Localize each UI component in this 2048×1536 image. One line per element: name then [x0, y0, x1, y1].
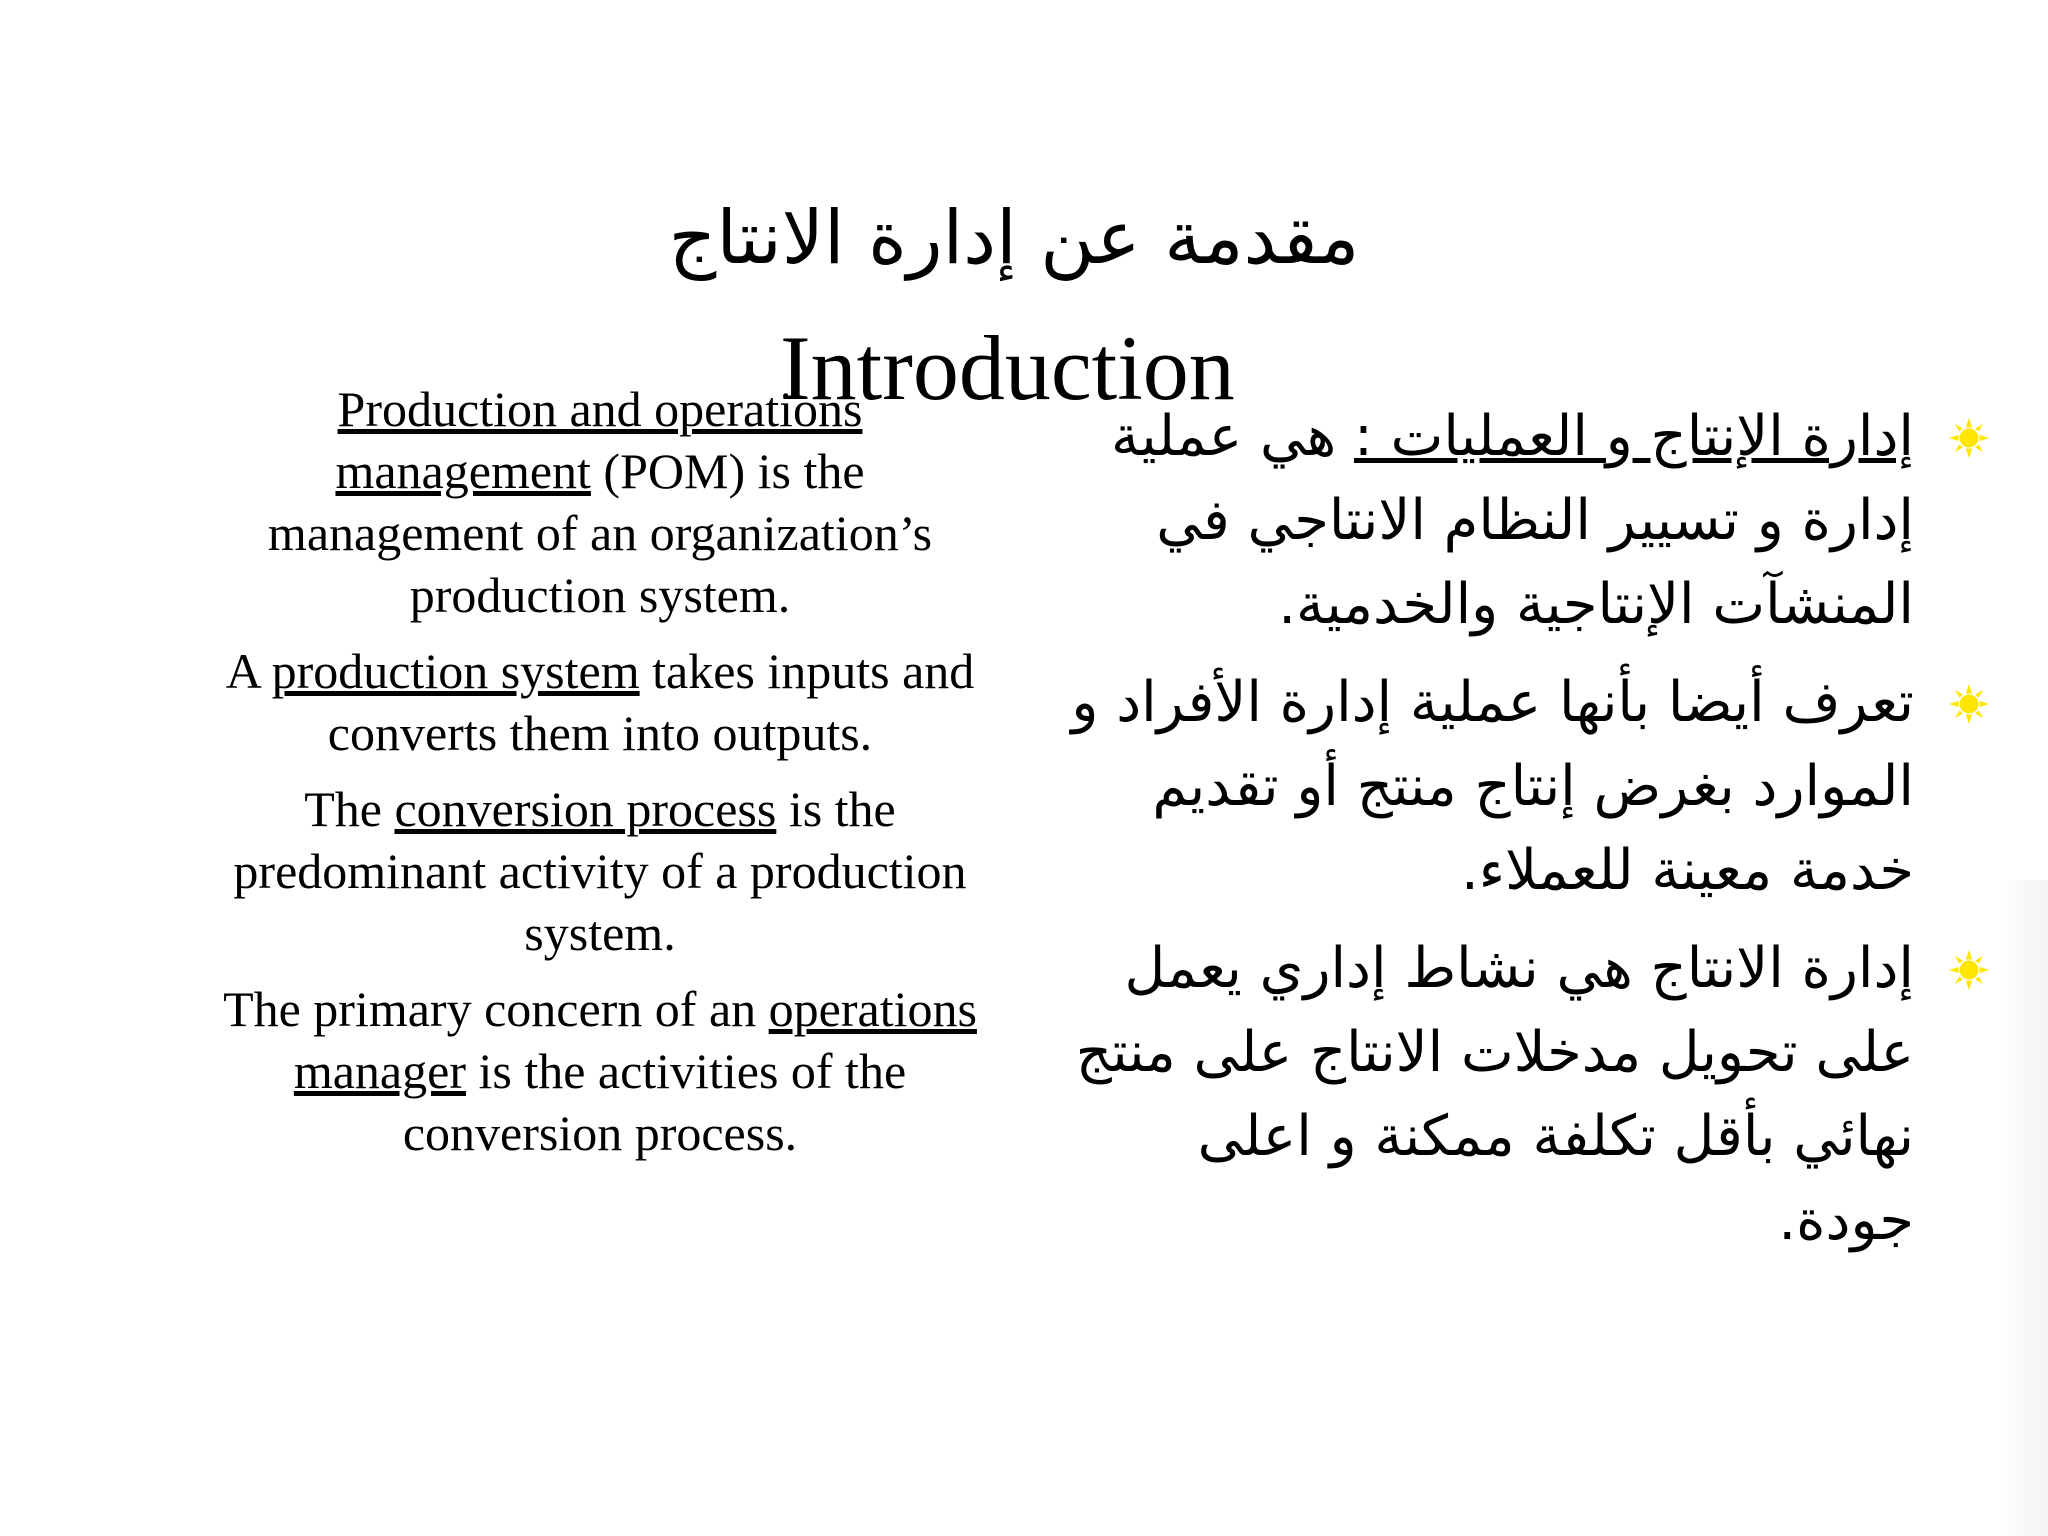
slide-title-arabic: مقدمة عن إدارة الانتاج: [668, 195, 1360, 281]
sun-bullet-icon: [1948, 949, 1990, 991]
conversion-process-text: is the predominant activity of a production system.: [233, 781, 967, 961]
bullet-text: [1060, 661, 1914, 913]
conversion-process-paragraph: [205, 778, 995, 964]
bullet-text-body: تعرف أيضا بأنها عملية إدارة الأفراد و الموارد بغرض إنتاج منتج أو تقديم خدمة معينة للعملاء.: [1071, 670, 1914, 903]
sun-bullet-icon: [1948, 683, 1990, 725]
production-system-text: takes inputs and converts them into outputs.: [327, 643, 975, 761]
bullet-text-body: إدارة الانتاج هي نشاط إداري يعمل على تحويل مدخلات الانتاج على منتج نهائي بأقل تكلفة ممكنة و اعلى جودة.: [1075, 936, 1914, 1253]
bullet-text: [1060, 395, 1914, 647]
operations-manager-paragraph: [205, 978, 995, 1164]
production-system-term: production system: [271, 643, 640, 699]
operations-manager-lead: The primary concern of an: [223, 981, 769, 1037]
bullet-item: [1060, 395, 1990, 647]
sun-bullet-icon: [1948, 417, 1990, 459]
bullet-item: [1060, 661, 1990, 913]
arabic-bullet-list: [1060, 395, 1990, 1277]
edge-shade: [2000, 880, 2048, 1536]
conversion-process-lead: The: [304, 781, 395, 837]
english-text-column: [205, 378, 995, 1178]
bullet-text-body: هي عملية إدارة و تسيير النظام الانتاجي في المنشآت الإنتاجية والخدمية.: [1110, 404, 1914, 637]
pom-definition-text: (POM) is the management of an organization’s production system.: [267, 443, 933, 623]
pom-arabic-term: إدارة الإنتاج و العمليات :: [1354, 404, 1914, 469]
production-system-lead: A: [225, 643, 272, 699]
bullet-item: [1060, 927, 1990, 1263]
production-system-paragraph: [205, 640, 995, 764]
slide-title-english: Introduction: [780, 317, 1235, 419]
operations-manager-text: is the activities of the conversion process.: [402, 1043, 907, 1161]
pom-definition-paragraph: [205, 378, 995, 626]
conversion-process-term: conversion process: [394, 781, 777, 837]
pom-term: Production and operations management: [335, 381, 863, 499]
operations-manager-term: operations manager: [293, 981, 977, 1099]
bullet-text: [1060, 927, 1914, 1263]
